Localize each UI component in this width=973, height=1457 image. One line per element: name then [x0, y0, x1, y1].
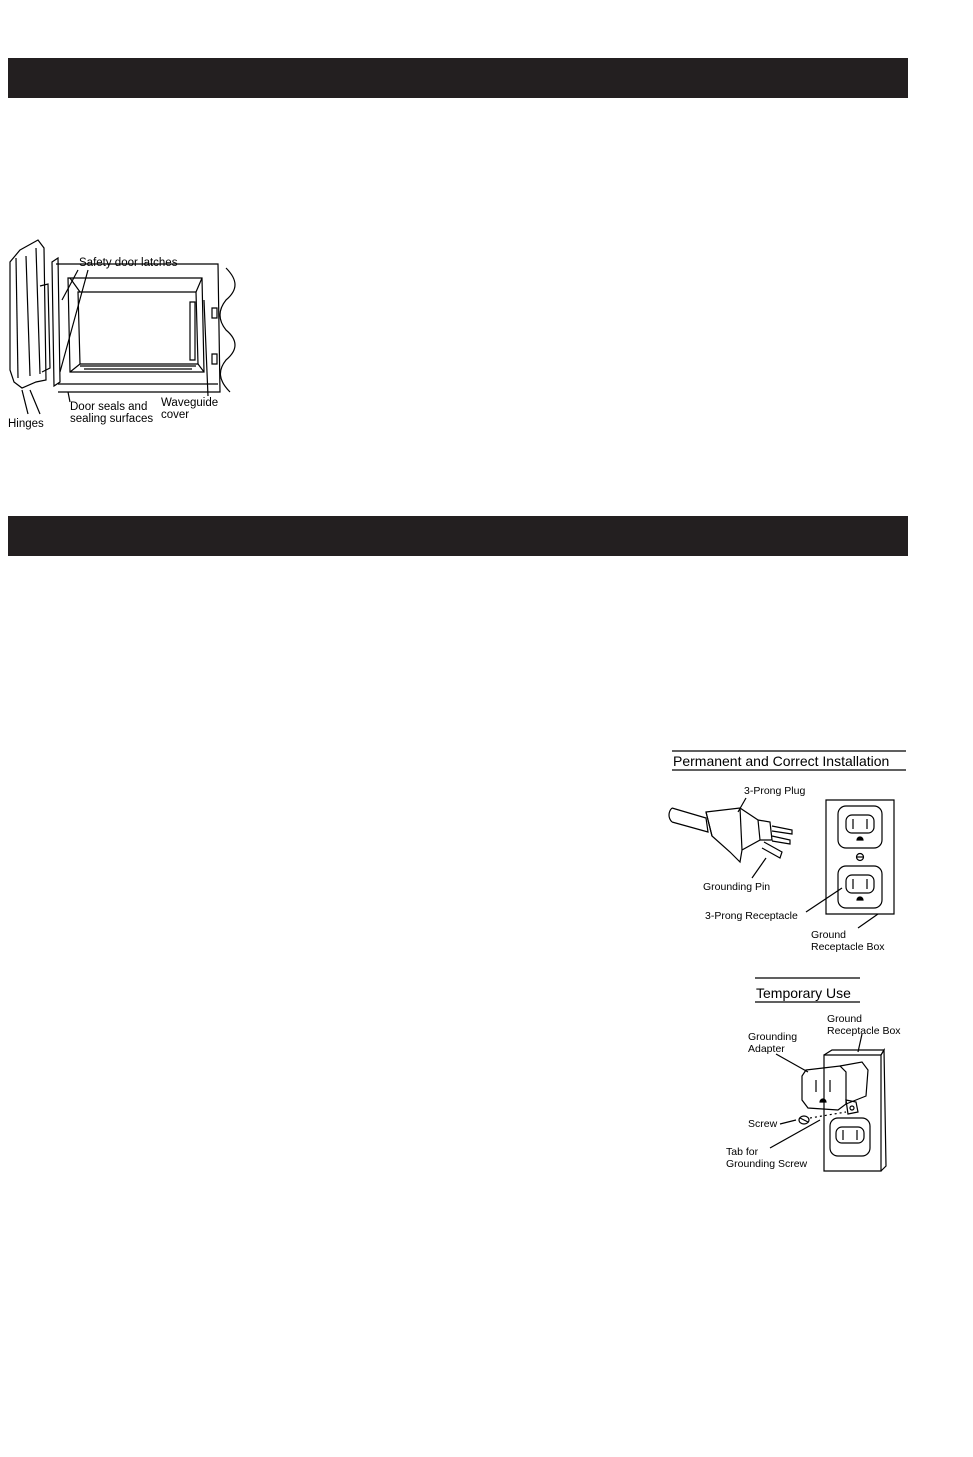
- permanent-installation-title: Permanent and Correct Installation: [673, 753, 890, 769]
- temporary-use-title: Temporary Use: [756, 985, 851, 1001]
- hinges-label: Hinges: [8, 418, 44, 430]
- ground-receptacle-box-label-line1: Ground: [811, 929, 847, 941]
- temp-ground-receptacle-box-label-line2: Receptacle Box: [827, 1025, 901, 1037]
- door-seals-label-line2: sealing surfaces: [70, 413, 154, 425]
- waveguide-cover-label-line2: cover: [161, 409, 190, 421]
- grounding-pin-label: Grounding Pin: [703, 881, 771, 893]
- waveguide-cover-label-line1: Waveguide: [161, 397, 219, 409]
- door-seals-label-line1: Door seals and: [70, 401, 148, 413]
- three-prong-plug-label: 3-Prong Plug: [744, 785, 806, 797]
- grounding-adapter-label-line1: Grounding: [748, 1031, 798, 1043]
- grounding-adapter-label-line2: Adapter: [748, 1043, 785, 1055]
- safety-door-latches-label: Safety door latches: [79, 257, 178, 269]
- tab-label-line2: Grounding Screw: [726, 1158, 808, 1170]
- tab-label-line1: Tab for: [726, 1146, 759, 1158]
- temp-ground-receptacle-box-label-line1: Ground: [827, 1013, 863, 1025]
- ground-receptacle-box-label-line2: Receptacle Box: [811, 941, 885, 953]
- screw-label: Screw: [748, 1118, 778, 1130]
- three-prong-receptacle-label: 3-Prong Receptacle: [705, 910, 798, 922]
